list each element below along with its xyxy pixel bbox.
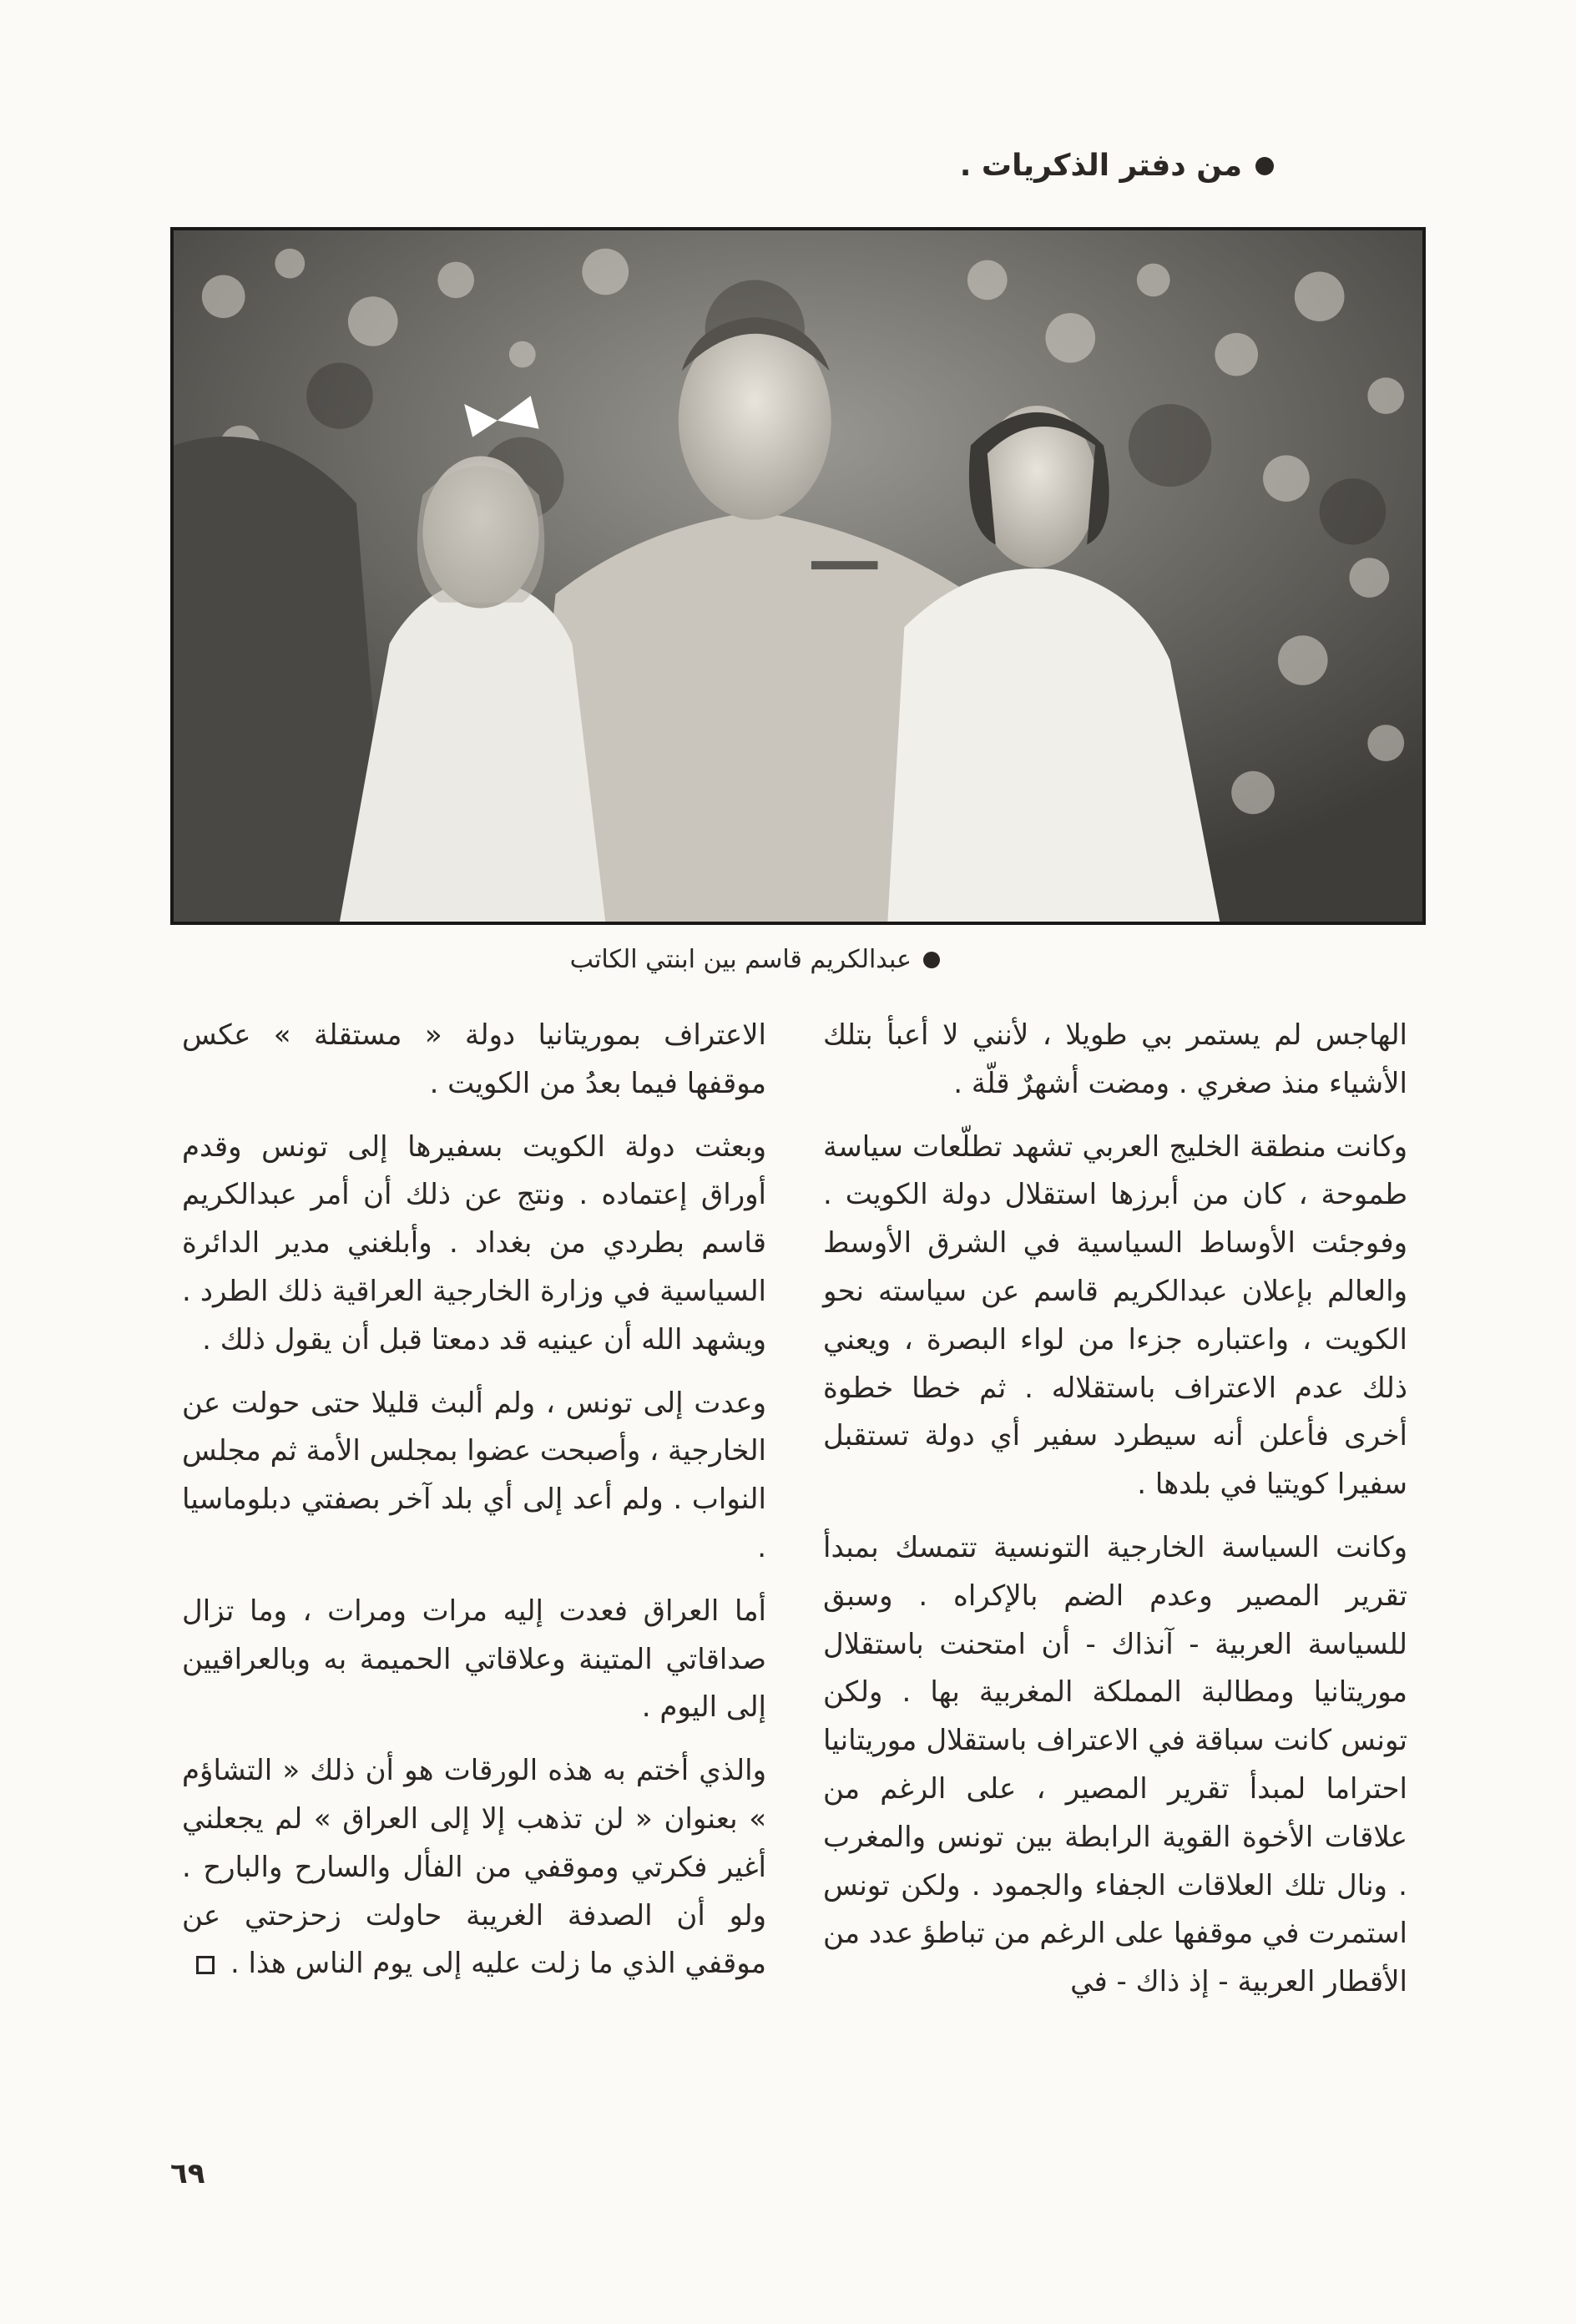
photograph-illustration <box>174 230 1422 922</box>
page-number: ٦٩ <box>170 2157 205 2190</box>
text-column-left <box>182 1012 766 2003</box>
bullet-icon <box>923 952 940 968</box>
photograph <box>170 227 1426 925</box>
paragraph-final-text: والذي أختم به هذه الورقات هو أن ذلك « التشاؤم » بعنوان « لن تذهب إلا إلى العراق » لم يجعلني أغير فكرتي وموقفي من الفأل والسارح والبارح . ولو أن الصدفة الغريبة حاولت زحزحتي عن موقفي الذي ما زلت عليه إلى يوم الناس هذا . <box>182 1754 766 1981</box>
paragraph: وكانت السياسة الخارجية التونسية تتمسك بمبدأ تقرير المصير وعدم الضم بالإكراه . وسبق للسياسة العربية - آنذاك - أن امتحنت باستقلال موريتانيا ومطالبة المملكة المغربية بها . ولكن تونس كانت سباقة في الاعتراف باستقلال موريتانيا احتراما لمبدأ تقرير المصير ، على الرغم من علاقات الأخوة القوية الرابطة بين تونس والمغرب . ونال تلك العلاقات الجفاء والجمود . ولكن تونس استمرت في موقفها على الرغم من تباطؤ عدد من الأقطار العربية - إذ ذاك - في <box>823 1530 1407 1999</box>
paragraph: الهاجس لم يستمر بي طويلا ، لأنني لا أعبأ بتلك الأشياء منذ صغري . ومضت أشهرٌ قلّة . <box>823 1018 1407 1100</box>
paragraph-final <box>182 1747 766 1988</box>
end-of-article-icon <box>196 1956 215 1974</box>
running-header <box>960 149 1274 183</box>
bullet-icon <box>1255 157 1274 175</box>
paragraph: الاعتراف بموريتانيا دولة « مستقلة » عكس موقفها فيما بعدُ من الكويت . <box>182 1018 766 1100</box>
paragraph: وعدت إلى تونس ، ولم ألبث قليلا حتى حولت عن الخارجية ، وأصبحت عضوا بمجلس الأمة ثم مجلس النواب . ولم أعد إلى أي بلد آخر بصفتي دبلوماسيا . <box>182 1386 766 1564</box>
photo-caption <box>570 945 940 974</box>
paragraph: أما العراق فعدت إليه مرات ومرات ، وما تزال صداقاتي المتينة وعلاقاتي الحميمة به وبالعراقيين إلى اليوم . <box>182 1594 766 1725</box>
text-column-right <box>823 1012 1407 2022</box>
running-header-title: من دفتر الذكريات . <box>959 149 1242 183</box>
photo-caption-text: عبدالكريم قاسم بين ابنتي الكاتب <box>569 945 912 974</box>
paragraph: وكانت منطقة الخليج العربي تشهد تطلّعات سياسة طموحة ، كان من أبرزها استقلال دولة الكويت . وفوجئت الأوساط السياسية في الشرق الأوسط والعالم بإعلان عبدالكريم قاسم عن سياسته نحو الكويت ، واعتباره جزءا من لواء البصرة ، ويعني ذلك عدم الاعتراف باستقلاله . ثم خطا خطوة أخرى فأعلن أنه سيطرد سفير أي دولة تستقبل سفيرا كويتيا في بلدها . <box>823 1129 1407 1502</box>
paragraph: وبعثت دولة الكويت بسفيرها إلى تونس وقدم أوراق إعتماده . ونتج عن ذلك أن أمر عبدالكريم قاسم بطردي من بغداد . وأبلغني مدير الدائرة السياسية في وزارة الخارجية العراقية ذلك الطرد . ويشهد الله أن عينيه قد دمعتا قبل أن يقول ذلك . <box>182 1129 766 1357</box>
